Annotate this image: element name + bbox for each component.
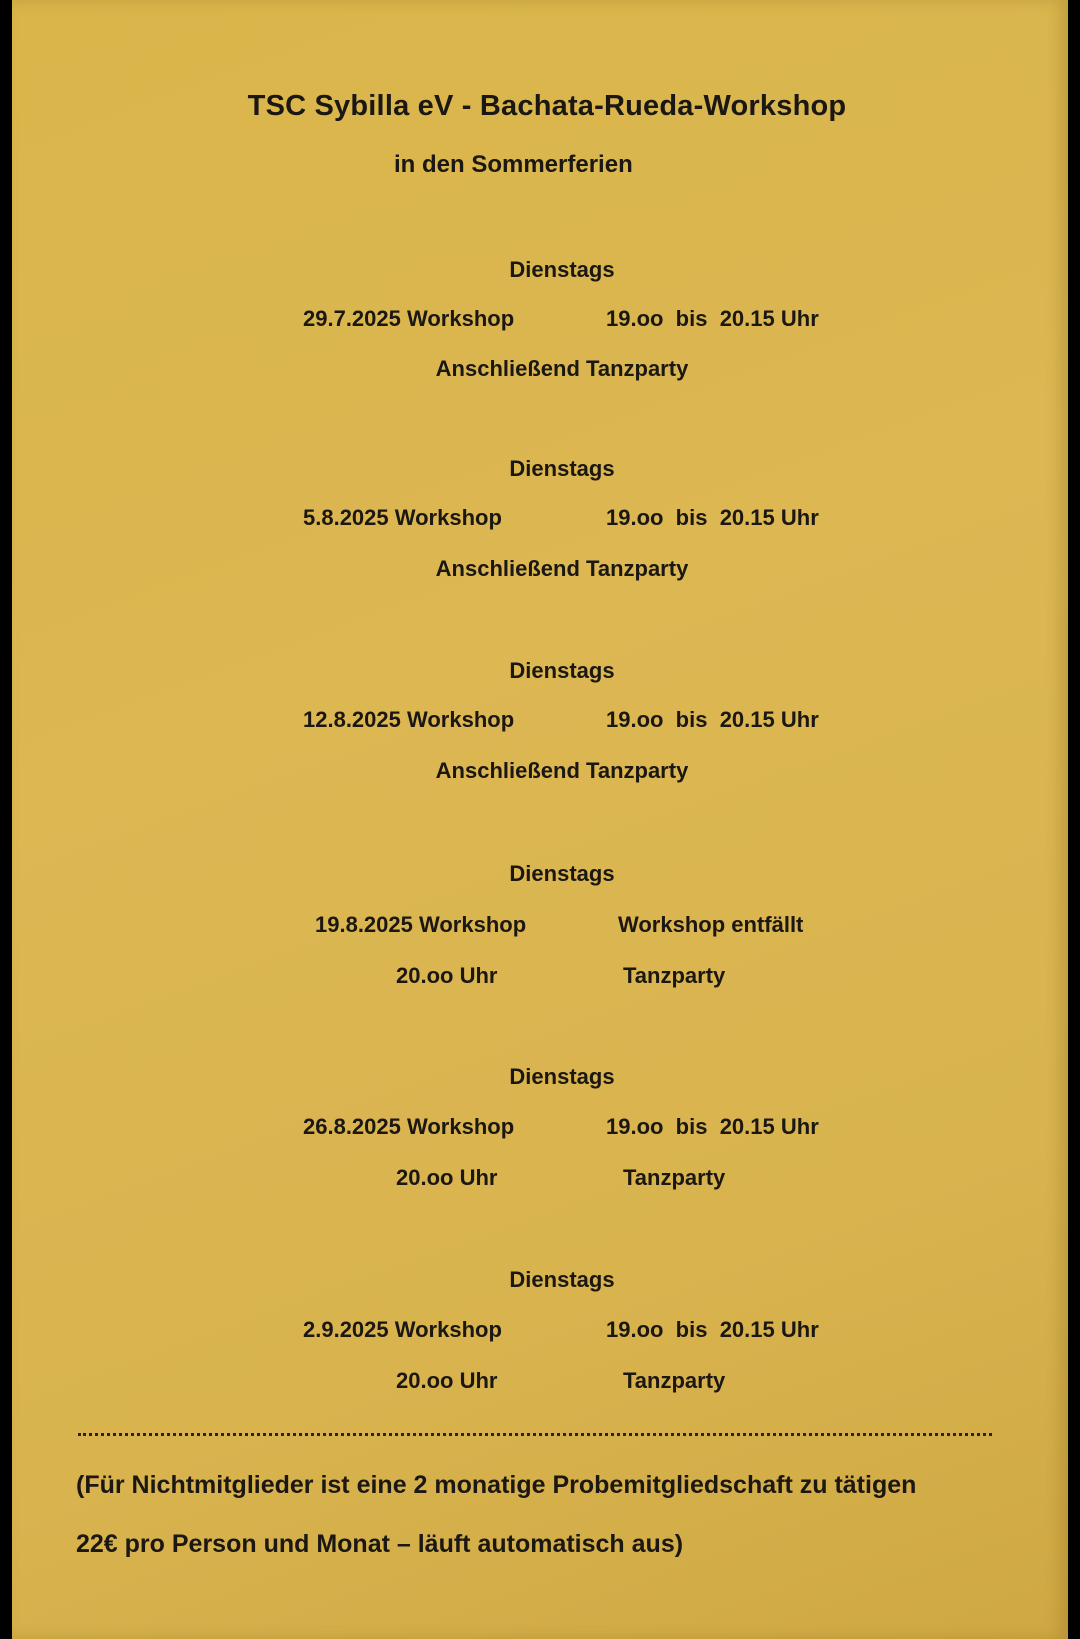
entry-day: Dienstags [509,658,615,683]
entry-date: 19.8.2025 Workshop [315,912,527,937]
entry-date: 26.8.2025 Workshop [303,1114,515,1139]
entry-party: Tanzparty [623,963,726,988]
entry-party: Tanzparty [623,1368,726,1393]
entry-day: Dienstags [509,456,615,481]
entry-date: 2.9.2025 Workshop [303,1317,502,1342]
flyer-page [12,0,1068,1639]
entry-time: Workshop entfällt [618,912,804,937]
entry-party-time: 20.oo Uhr [396,1165,498,1190]
entry-after: Anschließend Tanzparty [435,556,689,581]
entry-after: Anschließend Tanzparty [435,758,689,783]
entry-day: Dienstags [509,861,615,886]
entry-day: Dienstags [509,257,615,282]
entry-after: Anschließend Tanzparty [435,356,689,381]
entry-date: 12.8.2025 Workshop [303,707,515,732]
entry-party-time: 20.oo Uhr [396,963,498,988]
entry-date: 5.8.2025 Workshop [303,505,502,530]
entry-party: Tanzparty [623,1165,726,1190]
entry-time: 19.oo bis 20.15 Uhr [606,505,819,530]
flyer-subtitle: in den Sommerferien [394,151,633,178]
entry-time: 19.oo bis 20.15 Uhr [606,1317,819,1342]
entry-time: 19.oo bis 20.15 Uhr [606,707,819,732]
footer-line-2: 22€ pro Person und Monat – läuft automatisch aus) [76,1530,684,1558]
entry-party-time: 20.oo Uhr [396,1368,498,1393]
footer-line-1: (Für Nichtmitglieder ist eine 2 monatige Probemitgliedschaft zu tätigen [76,1471,917,1499]
dotted-divider [78,1433,992,1436]
entry-date: 29.7.2025 Workshop [303,306,515,331]
entry-time: 19.oo bis 20.15 Uhr [606,1114,819,1139]
entry-day: Dienstags [509,1064,615,1089]
entry-day: Dienstags [509,1267,615,1292]
flyer-title: TSC Sybilla eV - Bachata-Rueda-Workshop [247,90,847,122]
entry-time: 19.oo bis 20.15 Uhr [606,306,819,331]
